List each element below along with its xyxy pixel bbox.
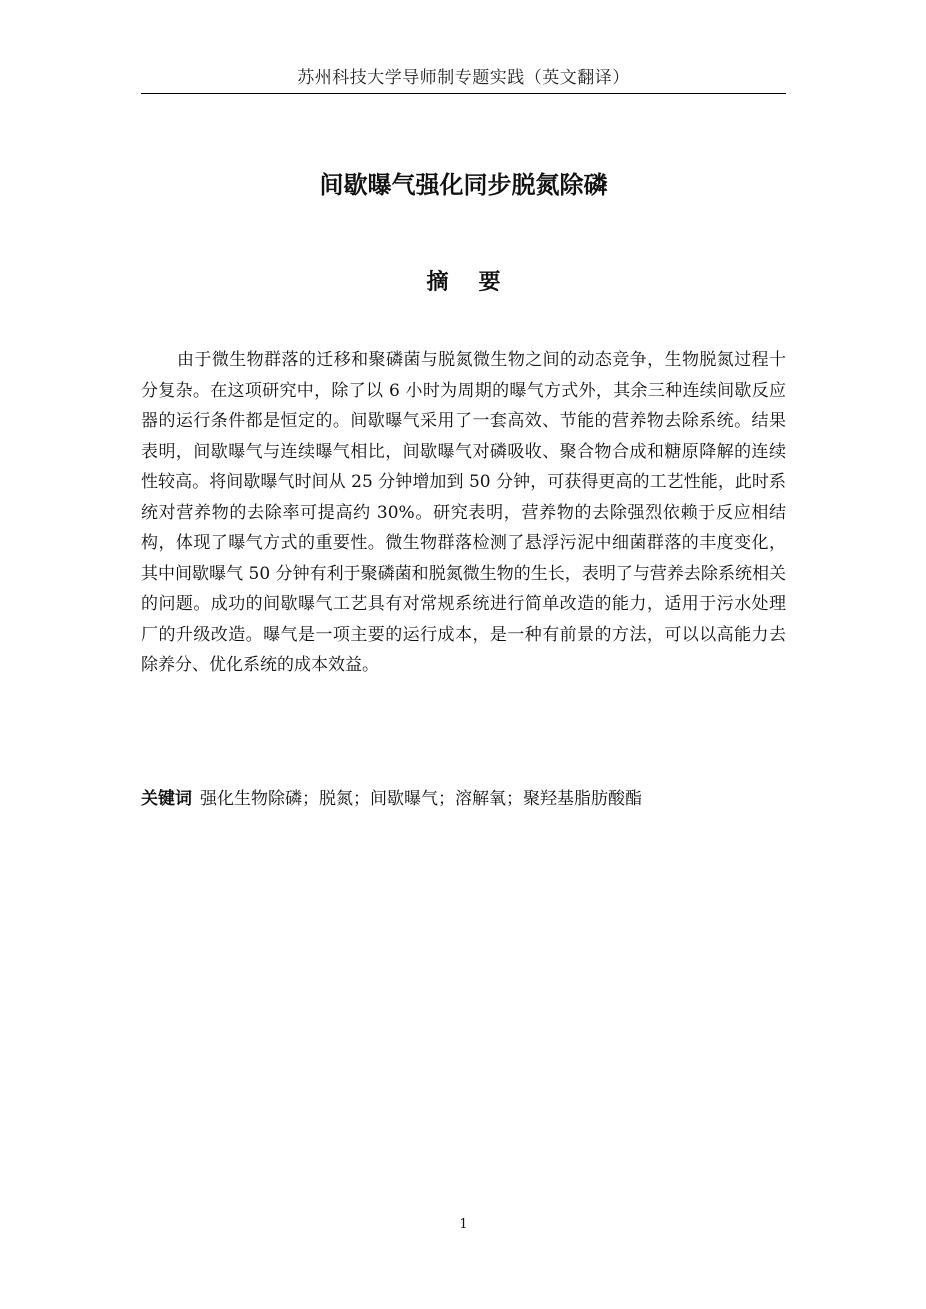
keywords-list: 强化生物除磷；脱氮；间歇曝气；溶解氧；聚羟基脂肪酸酯 <box>200 789 642 809</box>
keywords-line <box>141 786 786 812</box>
running-header: 苏州科技大学导师制专题实践（英文翻译） <box>297 68 630 88</box>
document-title: 间歇曝气强化同步脱氮除磷 <box>319 171 608 199</box>
header-divider <box>141 93 786 94</box>
keywords-label: 关键词 <box>141 789 192 809</box>
abstract-heading: 摘要 <box>426 270 531 295</box>
abstract-paragraph: 由于微生物群落的迁移和聚磷菌与脱氮微生物之间的动态竞争，生物脱氮过程十分复杂。在这项研究中，除了以 6 小时为周期的曝气方式外，其余三种连续间歇反应器的运行条件都是恒定的。间歇曝气采用了一套高效、节能的营养物去除系统。结果表明，间歇曝气与连续曝气相比，间歇曝气对磷吸收、聚合物合成和糖原降解的连续性较高。将间歇曝气时间从 25 分钟增加到 50 分钟，可获得更高的工艺性能，此时系统对营养物的去除率可提高约 30%。研究表明，营养物的去除强烈依赖于反应相结构，体现了曝气方式的重要性。微生物群落检测了悬浮污泥中细菌群落的丰度变化，其中间歇曝气 50 分钟有利于聚磷菌和脱氮微生物的生长，表明了与营养去除系统相关的问题。成功的间歇曝气工艺具有对常规系统进行简单改造的能力，适用于污水处理厂的升级改造。曝气是一项主要的运行成本，是一种有前景的方法，可以以高能力去除养分、优化系统的成本效益。 <box>141 350 786 675</box>
page-number: 1 <box>459 1217 468 1232</box>
